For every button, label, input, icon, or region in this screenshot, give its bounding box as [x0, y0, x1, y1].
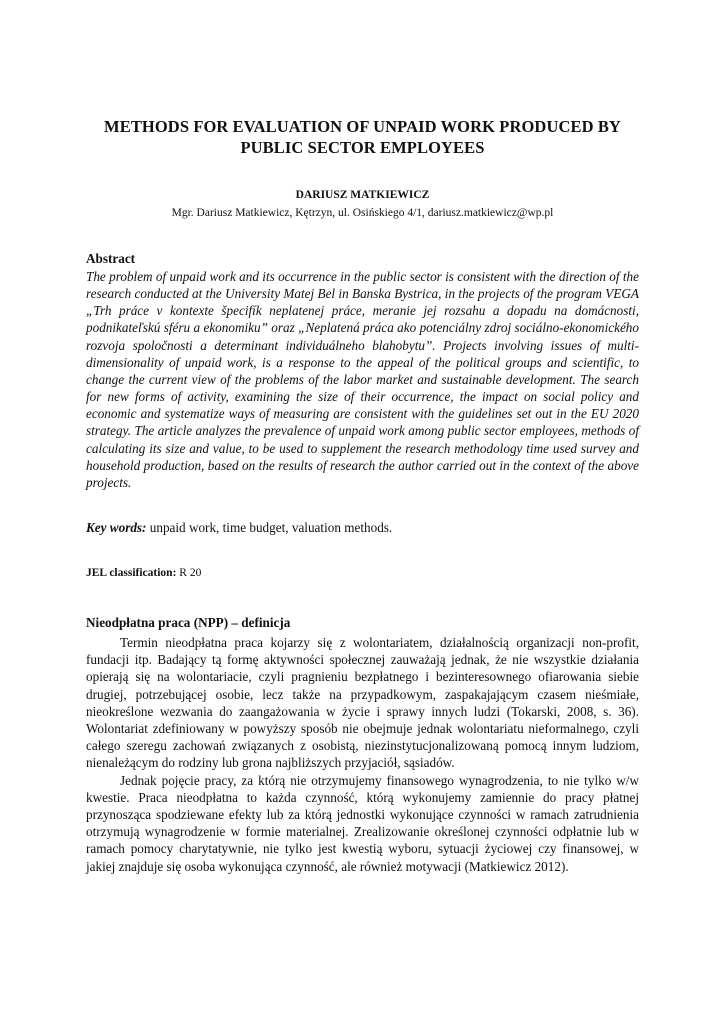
author-affiliation: Mgr. Dariusz Matkiewicz, Kętrzyn, ul. Osińskiego 4/1, dariusz.matkiewicz@wp.pl	[171, 207, 554, 219]
jel-value: R 20	[179, 567, 202, 580]
abstract-text: The problem of unpaid work and its occurrence in the public sector is consistent with the direction of the research conducted at the University Matej Bel in Banska Bystrica, in the projects of the program VEGA „Trh práce v kontexte špecifík neplatenej práce, meranie jej rozsahu a dopadu na domácnosti, podnikateľskú sféru a ekonomiku” oraz „Neplatená práca ako potenciálny zdroj sociálno-ekonomického rozvoja spoločnosti a determinant individuálneho blahobytu”. Projects involving issues of multi-dimensionality of unpaid work, is a response to the appeal of the political groups and scientific, to change the current view of the problems of the labor market and sustainable development. The search for new forms of activity, examining the size of their occurrence, the impact on social policy and economic and systematize ways of measuring are consistent with the guidelines set out in the EU 2020 strategy. The article analyzes the prevalence of unpaid work among public sector employees, methods of calculating its size and value, to be used to supplement the research methodology time used survey and household production, based on the results of research the author carried out in the context of the above projects.	[86, 269, 639, 490]
abstract-heading: Abstract	[86, 251, 136, 266]
keywords-value: unpaid work, time budget, valuation methods.	[149, 520, 393, 536]
keywords-line	[86, 519, 639, 536]
keywords-label: Key words:	[86, 520, 147, 536]
paper-title: METHODS FOR EVALUATION OF UNPAID WORK PRODUCED BY PUBLIC SECTOR EMPLOYEES	[104, 117, 621, 157]
body-paragraph-2: Jednak pojęcie pracy, za którą nie otrzymujemy finansowego wynagrodzenia, to nie tylko w/w kwestie. Praca nieodpłatna to każda czynność, którą wykonujemy zamiennie do pracy płatnej przynosząca spodziewane efekty lub za którą jednostki wykonujące czynności w ramach zatrudnienia otrzymują wynagrodzenie w formie materialnej. Zrealizowanie określonej czynności odpłatnie lub w ramach pomocy charytatywnie, nie tylko jest kwestią wyboru, sytuacji życiowej czy finansowej, w jakiej znajduje się osoba wykonująca czynność, ale również motywacji (Matkiewicz 2012).	[86, 772, 639, 874]
body-paragraph-1: Termin nieodpłatna praca kojarzy się z wolontariatem, działalnością organizacji non-profit, fundacji itp. Badający tą formę aktywności społecznej zauważają jednak, że nie wszystkie działania opierają się na wolontariacie, czyli pragnieniu bezpłatnego i bezinteresownego ofiarowania siebie drugiej, potrzebującej osobie, lecz także na przypadkowym, zaspakajającym czasem nieśmiałe, nieokreślone wezwania do zaangażowania w życie i sprawy innych ludzi (Tokarski, 2008, s. 36). Wolontariat zdefiniowany w powyższy sposób nie obejmuje jednak wolontariatu nieformalnego, czyli całego szeregu zachowań związanych z osobistą, niezinstytucjonalizowaną pomocą innym ludziom, nienależącym do rodziny lub grona najbliższych przyjaciół, sąsiadów.	[86, 635, 639, 771]
section-heading: Nieodpłatna praca (NPP) – definicja	[86, 615, 291, 631]
jel-label: JEL classification:	[86, 567, 177, 580]
jel-line	[86, 566, 639, 581]
author-name: DARIUSZ MATKIEWICZ	[295, 189, 430, 201]
